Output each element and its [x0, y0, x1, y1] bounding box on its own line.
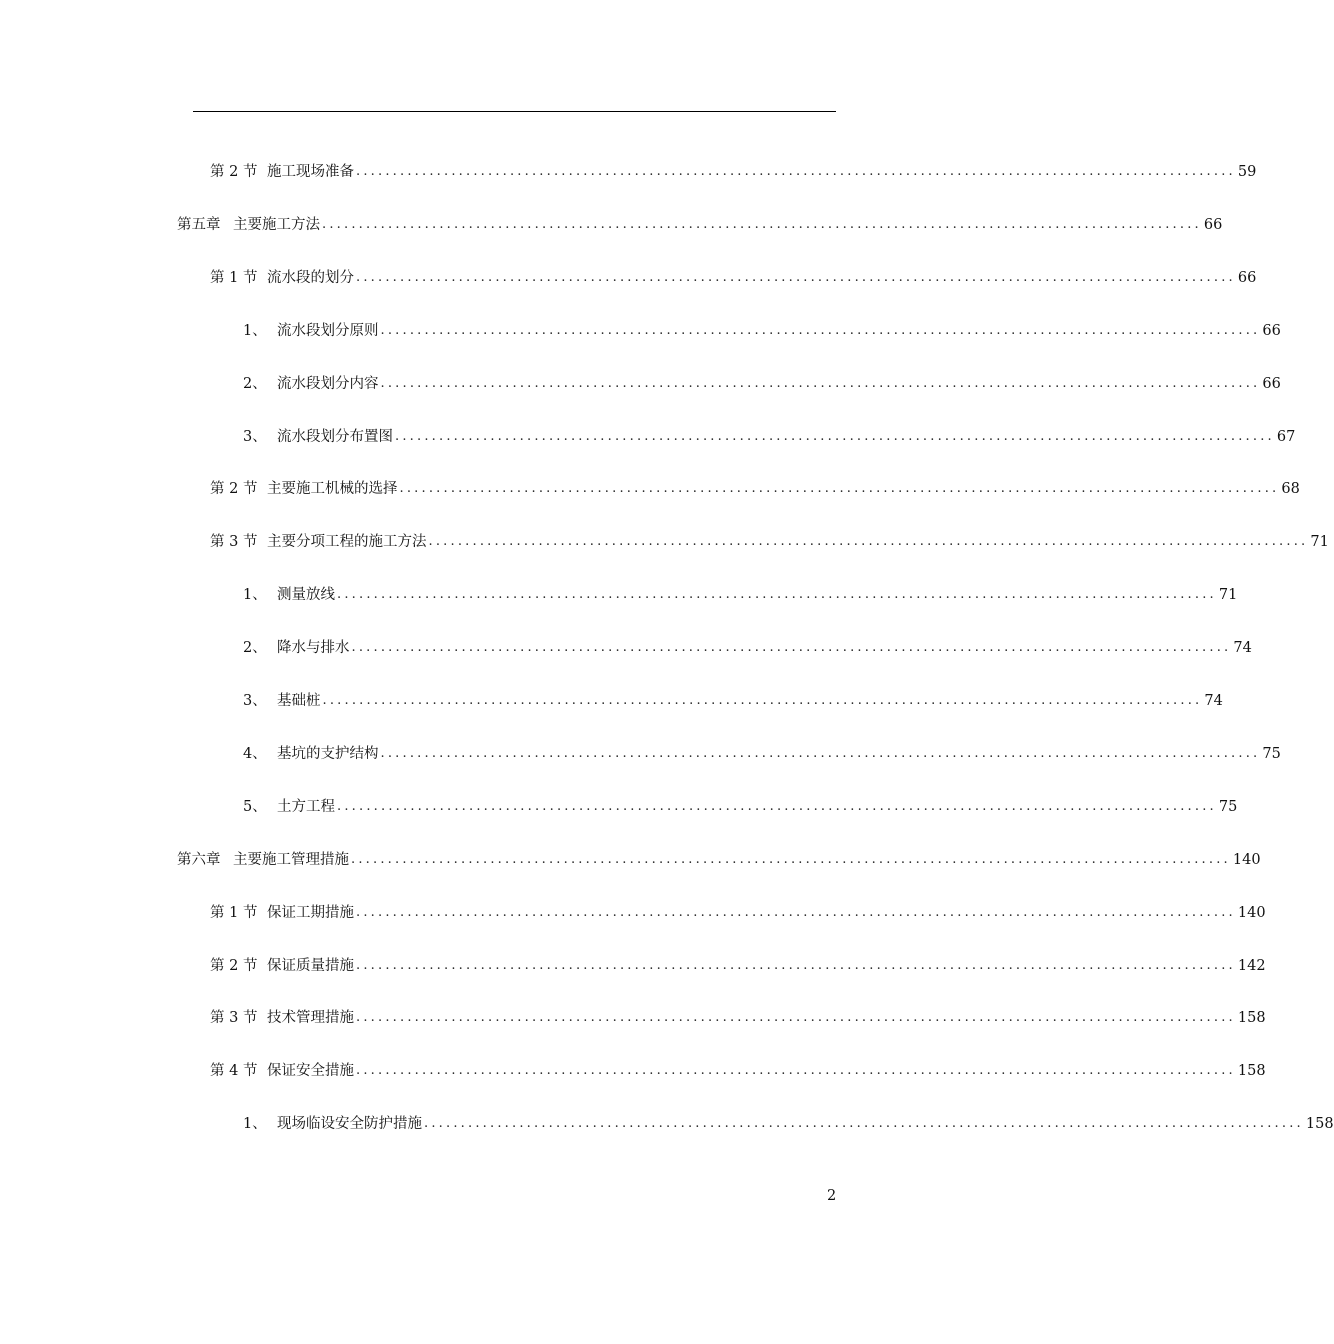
toc-dot-leader: ........................................................................................................................ [356, 957, 1236, 973]
toc-entry[interactable] [243, 635, 1252, 657]
toc-entry-number: 第五章 [177, 216, 221, 233]
toc-entry-label [210, 1009, 354, 1027]
toc-dot-leader: ........................................................................................................................ [351, 851, 1231, 867]
toc-entry-title: 保证工期措施 [267, 904, 354, 921]
toc-dot-leader: ........................................................................................................................ [399, 481, 1280, 497]
toc-dot-leader: ........................................................................................................................ [380, 322, 1261, 338]
toc-entry-page: 66 [1262, 322, 1281, 339]
toc-entry-page: 75 [1218, 798, 1238, 815]
toc-entry-number: 第 3 节 [210, 534, 258, 551]
toc-entry-page: 59 [1237, 164, 1257, 180]
toc-entry[interactable] [243, 424, 1296, 446]
toc-entry[interactable] [243, 794, 1238, 816]
toc-entry-label [243, 586, 335, 604]
toc-entry-label [210, 163, 354, 181]
toc-entry-page: 74 [1233, 640, 1252, 657]
toc-dot-leader: ........................................................................................................................ [337, 587, 1217, 603]
toc-entry-page: 158 [1237, 1010, 1266, 1027]
toc-dot-leader: ........................................................................................................................ [356, 904, 1236, 920]
toc-entry-label [210, 1062, 354, 1080]
toc-entry-number: 第 2 节 [210, 481, 258, 498]
toc-dot-leader: ........................................................................................................................ [356, 269, 1236, 285]
toc-entry-number: 第 3 节 [210, 1010, 258, 1027]
toc-entry[interactable] [243, 582, 1238, 604]
toc-entry-label [210, 533, 427, 551]
toc-entry-page: 66 [1262, 375, 1281, 392]
toc-entry-label [243, 1115, 422, 1133]
toc-entry-number: 第 1 节 [210, 904, 258, 921]
page-number: 2 [827, 1188, 837, 1204]
toc-dot-leader: ........................................................................................................................ [351, 640, 1232, 656]
toc-entry-label [243, 798, 335, 816]
toc-entry[interactable] [243, 318, 1281, 340]
toc-entry[interactable] [243, 1111, 1334, 1133]
toc-entry-title: 流水段划分布置图 [277, 428, 393, 445]
toc-dot-leader: ........................................................................................................................ [356, 1010, 1236, 1026]
toc-entry-label [243, 639, 350, 657]
toc-dot-leader: ........................................................................................................................ [337, 798, 1217, 814]
toc-entry[interactable] [177, 212, 1223, 234]
toc-dot-leader: ........................................................................................................................ [356, 164, 1236, 179]
toc-dot-leader: ........................................................................................................................ [380, 745, 1261, 761]
toc-entry-title: 流水段的划分 [267, 269, 354, 286]
toc-entry-page: 158 [1305, 1116, 1334, 1133]
toc-entry-page: 140 [1232, 851, 1261, 868]
toc-entry-number: 第六章 [177, 851, 221, 868]
toc-entry-number: 3、 [243, 428, 267, 445]
toc-entry-label [210, 957, 354, 975]
toc-entry[interactable] [177, 847, 1261, 869]
toc-entry-title: 主要施工机械的选择 [267, 481, 398, 498]
toc-entry-title: 现场临设安全防护措施 [277, 1116, 422, 1133]
toc-entry[interactable] [210, 900, 1266, 922]
toc-entry-page: 74 [1204, 693, 1223, 709]
toc-entry-number: 第 2 节 [210, 164, 258, 180]
toc-entry-page: 71 [1310, 534, 1329, 551]
toc-entry-label [177, 851, 349, 869]
toc-entry-number: 5、 [243, 798, 267, 815]
toc-entry-number: 4、 [243, 745, 267, 762]
toc-entry-number: 2、 [243, 640, 267, 657]
toc-entry[interactable] [210, 529, 1329, 551]
toc-entry-label [243, 322, 379, 340]
toc-entry-number: 3、 [243, 693, 267, 709]
toc-entry-label [210, 904, 354, 922]
toc-dot-leader: ........................................................................................................................ [380, 375, 1261, 391]
toc-entry-page: 142 [1237, 957, 1266, 974]
toc-entry-page: 75 [1262, 745, 1281, 762]
toc-entry-title: 主要施工方法 [233, 216, 320, 233]
toc-entry-title: 基坑的支护结构 [277, 745, 379, 762]
toc-entry-label [210, 269, 354, 287]
toc-dot-leader: ........................................................................................................................ [322, 693, 1203, 708]
toc-dot-leader: ........................................................................................................................ [428, 534, 1309, 550]
toc-entry-title: 基础桩 [277, 693, 321, 709]
toc-entry[interactable] [210, 476, 1300, 498]
toc-entry[interactable] [243, 371, 1281, 393]
toc-entry-title: 测量放线 [277, 587, 335, 604]
toc-entry[interactable] [210, 1058, 1266, 1080]
toc-entry[interactable] [210, 265, 1257, 287]
toc-entry-number: 1、 [243, 1116, 267, 1133]
toc-entry-title: 保证安全措施 [267, 1063, 354, 1080]
toc-entry[interactable] [243, 741, 1281, 763]
toc-entry-label [243, 692, 321, 710]
toc-entry-title: 流水段划分原则 [277, 322, 379, 339]
toc-entry-number: 第 1 节 [210, 269, 258, 286]
toc-dot-leader: ........................................................................................................................ [322, 216, 1202, 232]
toc-entry-number: 1、 [243, 587, 267, 604]
toc-entry-label [177, 216, 320, 234]
toc-entry-title: 土方工程 [277, 798, 335, 815]
toc-entry-title: 降水与排水 [277, 640, 350, 657]
toc-entry-number: 2、 [243, 375, 267, 392]
toc-entry-label [243, 428, 393, 446]
toc-entry-title: 主要施工管理措施 [233, 851, 349, 868]
toc-entry[interactable] [210, 953, 1266, 975]
toc-entry-page: 67 [1276, 428, 1296, 445]
toc-entry-label [243, 745, 379, 763]
toc-dot-leader: ........................................................................................................................ [356, 1063, 1236, 1079]
toc-dot-leader: ........................................................................................................................ [395, 428, 1275, 444]
toc-entry-title: 施工现场准备 [267, 164, 354, 180]
toc-entry-title: 保证质量措施 [267, 957, 354, 974]
toc-entry-page: 66 [1203, 216, 1223, 233]
toc-entry[interactable] [210, 159, 1257, 181]
toc-entry-number: 第 2 节 [210, 957, 258, 974]
toc-entry-page: 66 [1237, 269, 1257, 286]
toc-entry-label [210, 480, 398, 498]
toc-entry-page: 71 [1218, 587, 1238, 604]
toc-entry-title: 流水段划分内容 [277, 375, 379, 392]
toc-dot-leader: ........................................................................................................................ [424, 1116, 1304, 1132]
toc-entry-page: 158 [1237, 1063, 1266, 1080]
toc-entry-number: 第 4 节 [210, 1063, 258, 1080]
toc-entry-label [243, 375, 379, 393]
toc-entry-number: 1、 [243, 322, 267, 339]
toc-entry[interactable] [210, 1005, 1266, 1027]
toc-entry[interactable] [243, 688, 1223, 710]
toc-entry-title: 技术管理措施 [267, 1010, 354, 1027]
toc-entry-page: 68 [1281, 481, 1300, 498]
toc-entry-page: 140 [1237, 904, 1266, 921]
toc-entry-title: 主要分项工程的施工方法 [267, 534, 427, 551]
